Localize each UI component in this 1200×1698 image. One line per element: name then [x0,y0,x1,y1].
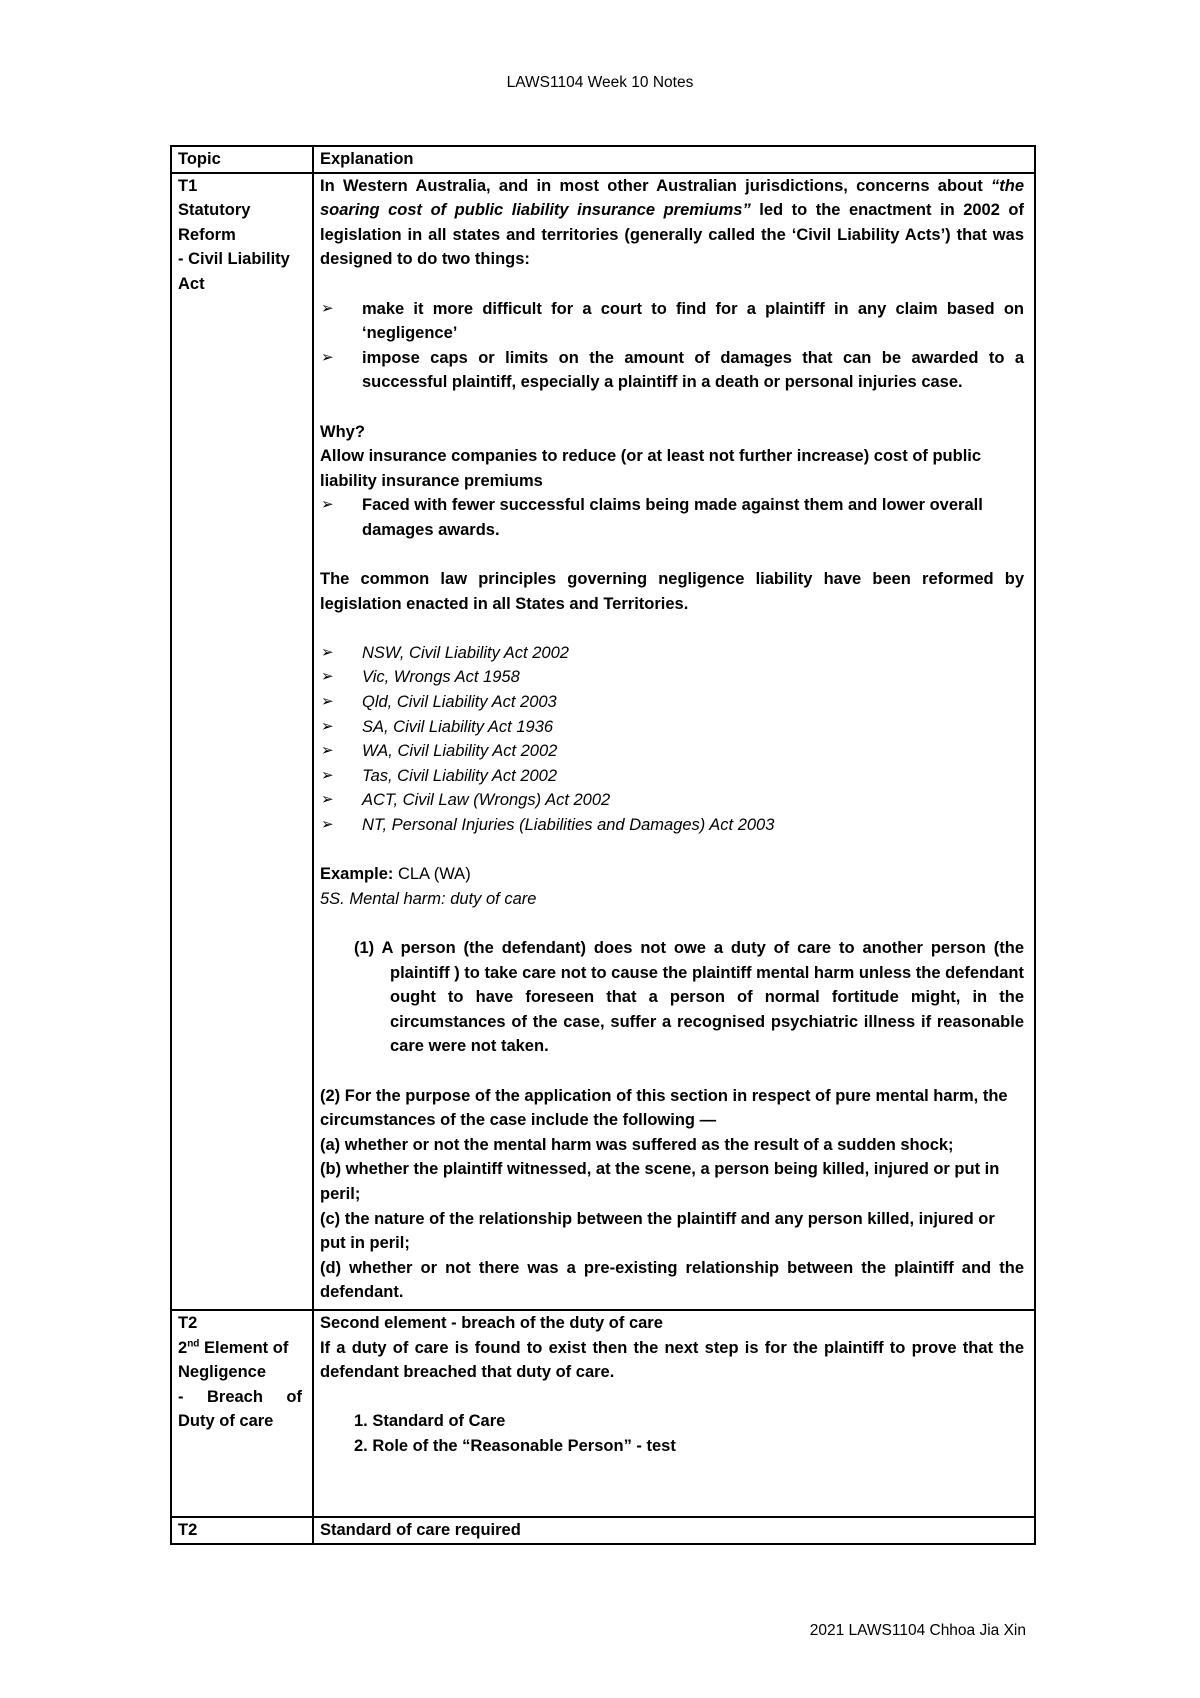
paragraph: If a duty of care is found to exist then the next step is for the plaintiff to prove that the defendant breached that duty of care. [320,1338,1024,1382]
arrow-bullet-icon: ➢ [321,299,334,317]
header-topic: Topic [171,146,313,173]
arrow-bullet-icon: ➢ [321,693,334,711]
explanation-cell-t2b: Standard of care required [313,1517,1035,1544]
topic-line: Act [178,274,205,293]
arrow-bullet-icon: ➢ [321,791,334,809]
why-text: Allow insurance companies to reduce (or at least not further increase) cost of public liability insurance premiums [320,447,982,490]
table-row [171,1517,1035,1544]
example-line: Example: CLA (WA) [320,865,471,884]
topic-cell-t2 [171,1310,313,1518]
list-item: ➢ Tas, Civil Liability Act 2002 [320,764,1024,789]
topic-cell-t2b: T2 [171,1517,313,1544]
explanation-cell-t1 [313,173,1035,1310]
list-item: ➢ Qld, Civil Liability Act 2003 [320,690,1024,715]
arrow-bullet-icon: ➢ [321,496,334,514]
list-item: (d) whether or not there was a pre-existing relationship between the plaintiff and the defendant. [320,1258,1024,1302]
table-header-row [171,146,1035,173]
table-row [171,1310,1035,1518]
topic-cell-t1 [171,173,313,1310]
section-heading: Second element - breach of the duty of care [320,1313,663,1332]
subsection-1: (1) A person (the defendant) does not owe a duty of care to another person (the plaintiff ) to take care not to cause the plaintiff mental harm unless the defendant ought to have foreseen that a person of normal fortitude might, in the circumstances of the case, suffer a recognised psychiatric illness if reasonable care were not taken. [354,939,1024,1056]
subsection-2: (2) For the purpose of the application of this section in respect of pure mental harm, the circumstances of the case include the following — [320,1086,1008,1130]
arrow-bullet-icon: ➢ [321,717,334,735]
topic-code: T2 [178,1313,198,1332]
common-law-paragraph: The common law principles governing negligence liability have been reformed by legislation enacted in all States and Territories. [320,570,1024,613]
topic-line: - Breach of [178,1387,302,1406]
page-header: LAWS1104 Week 10 Notes [506,74,694,91]
list-item: ➢ impose caps or limits on the amount of damages that can be awarded to a successful plaintiff, especially a plaintiff in a death or personal injuries case. [320,346,1024,395]
header-explanation: Explanation [313,146,1035,173]
explanation-cell-t2 [313,1310,1035,1518]
topic-line: Statutory [178,201,251,220]
list-item: (a) whether or not the mental harm was suffered as the result of a sudden shock; [320,1135,954,1154]
list-item: 2. Role of the “Reasonable Person” - test [354,1436,676,1455]
topic-line: Negligence [178,1363,267,1382]
list-item: ➢ Faced with fewer successful claims being made against them and lower overall damages awards. [320,493,1024,542]
why-bullets [320,493,1024,542]
table-row [171,173,1035,1310]
list-item: ➢ NT, Personal Injuries (Liabilities and Damages) Act 2003 [320,813,1024,838]
numbered-list [320,1409,1024,1458]
topic-line: Duty of care [178,1412,274,1431]
topic-line: - Civil Liability [178,250,290,269]
arrow-bullet-icon: ➢ [321,668,334,686]
list-item: ➢ make it more difficult for a court to find for a plaintiff in any claim based on ‘negligence’ [320,297,1024,346]
page-footer: 2021 LAWS1104 Chhoa Jia Xin [809,1622,1026,1639]
list-item: (b) whether the plaintiff witnessed, at the scene, a person being killed, injured or put in peril; [320,1160,1000,1203]
arrow-bullet-icon: ➢ [321,643,334,661]
section-title: 5S. Mental harm: duty of care [320,889,537,908]
list-item: ➢ WA, Civil Liability Act 2002 [320,739,1024,764]
why-heading: Why? [320,422,365,441]
topic-line: 2nd Element of [178,1338,289,1357]
topic-code: T1 [178,176,198,195]
arrow-bullet-icon: ➢ [321,348,334,366]
list-item: ➢ SA, Civil Liability Act 1936 [320,715,1024,740]
list-item: ➢ ACT, Civil Law (Wrongs) Act 2002 [320,788,1024,813]
list-item: 1. Standard of Care [354,1412,506,1431]
list-item: ➢ NSW, Civil Liability Act 2002 [320,641,1024,666]
arrow-bullet-icon: ➢ [321,742,334,760]
quote: “the soaring cost of public liability insurance premiums” [320,176,1024,220]
arrow-bullet-icon: ➢ [321,766,334,784]
intro-paragraph: In Western Australia, and in most other Australian jurisdictions, concerns about “the soaring cost of public liability insurance premiums” led to the enactment in 2002 of legislation in all states and territories (generally called the ‘Civil Liability Acts’) that was designed to do two things: [320,176,1024,269]
acts-list [320,641,1024,838]
topic-line: Reform [178,225,236,244]
notes-table [170,145,1036,1545]
list-item: (c) the nature of the relationship between the plaintiff and any person killed, injured or put in peril; [320,1209,995,1253]
reform-bullets [320,297,1024,395]
list-item: ➢ Vic, Wrongs Act 1958 [320,665,1024,690]
arrow-bullet-icon: ➢ [321,816,334,834]
